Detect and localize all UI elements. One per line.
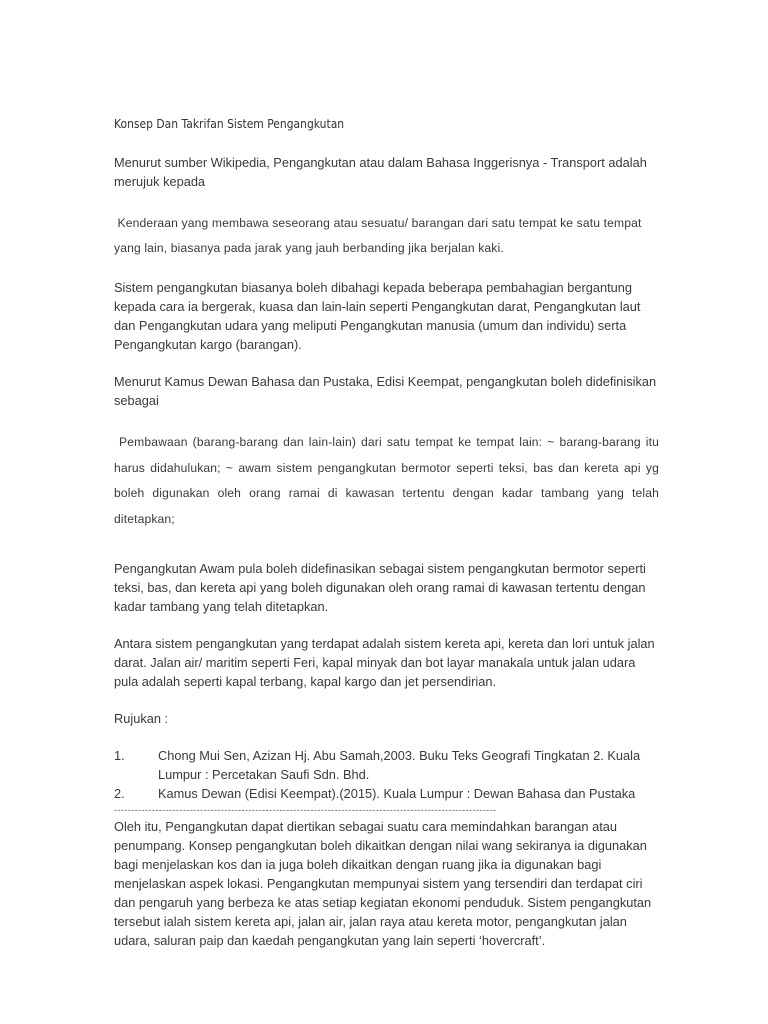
dashed-divider: --------------------------------------------------------------------------------------------------------------- (114, 805, 497, 815)
reference-item (114, 746, 659, 784)
references-heading: Rujukan : (114, 711, 169, 726)
references-list (114, 746, 659, 803)
paragraph-wikipedia-intro: Menurut sumber Wikipedia, Pengangkutan atau dalam Bahasa Inggerisnya - Transport adalah merujuk kepada (114, 155, 647, 189)
document-title: Konsep Dan Takrifan Sistem Pengangkutan (114, 116, 345, 131)
paragraph-oleh-itu: Oleh itu, Pengangkutan dapat diertikan sebagai suatu cara memindahkan barangan atau penumpang. Konsep pengangkutan boleh dikaitkan dengan nilai wang sekiranya ia digunakan bagi menjelaskan kos dan ia juga boleh dikaitkan dengan ruang jika ia digunakan bagi menjelaskan aspek lokasi. Pengangkutan mempunyai sistem yang tersendiri dan terdapat ciri dan pengaruh yang berbeza ke atas setiap kegiatan ekonomi penduduk. Sistem pengangkutan tersebut ialah sistem kereta api, jalan air, jalan raya atau kereta motor, pengangkutan jalan udara, saluran paip dan kaedah pengangkutan yang lain seperti ‘hovercraft’. (114, 819, 652, 948)
document-page (114, 115, 659, 950)
reference-number: 2. (114, 786, 125, 801)
reference-text: Chong Mui Sen, Azizan Hj. Abu Samah,2003. Buku Teks Geografi Tingkatan 2. Kuala Lumpur : Percetakan Saufi Sdn. Bhd. (158, 748, 641, 782)
kenderaan-definition-text: Kenderaan yang membawa seseorang atau sesuatu/ barangan dari satu tempat ke satu tempat yang lain, biasanya pada jarak yang jauh berbanding jika berjalan kaki. (114, 216, 642, 255)
paragraph-antara-sistem: Antara sistem pengangkutan yang terdapat adalah sistem kereta api, kereta dan lori untuk jalan darat. Jalan air/ maritim seperti Feri, kapal minyak dan bot layar manakala untuk jalan udara pula adalah seperti kapal terbang, kapal kargo dan jet persendirian. (114, 636, 655, 689)
paragraph-kenderaan-definition (114, 211, 659, 260)
paragraph-pembawaan-definition (114, 430, 659, 532)
pembawaan-definition-text: Pembawaan (barang-barang dan lain-lain) dari satu tempat ke tempat lain: ~ barang-barang itu harus didahulukan; ~ awam sistem pengangkutan bermotor seperti teksi, bas dan kereta api yg boleh digunakan oleh orang ramai di kawasan tertentu dengan kadar tambang yang telah ditetapkan; (114, 435, 659, 526)
reference-number: 1. (114, 748, 125, 763)
paragraph-kamus-dewan-intro: Menurut Kamus Dewan Bahasa dan Pustaka, Edisi Keempat, pengangkutan boleh didefinisikan sebagai (114, 374, 657, 408)
paragraph-pengangkutan-awam: Pengangkutan Awam pula boleh didefinasikan sebagai sistem pengangkutan bermotor seperti teksi, bas, dan kereta api yang boleh digunakan oleh orang ramai di kawasan tertentu dengan kadar tambang yang telah ditetapkan. (114, 561, 646, 614)
paragraph-sistem-pengangkutan: Sistem pengangkutan biasanya boleh dibahagi kepada beberapa pembahagian bergantung kepada cara ia bergerak, kuasa dan lain-lain seperti Pengangkutan darat, Pengangkutan laut dan Pengangkutan udara yang meliputi Pengangkutan manusia (umum dan individu) serta Pengangkutan kargo (barangan). (114, 280, 641, 352)
reference-text: Kamus Dewan (Edisi Keempat).(2015). Kuala Lumpur : Dewan Bahasa dan Pustaka (158, 786, 636, 801)
reference-item (114, 784, 659, 803)
